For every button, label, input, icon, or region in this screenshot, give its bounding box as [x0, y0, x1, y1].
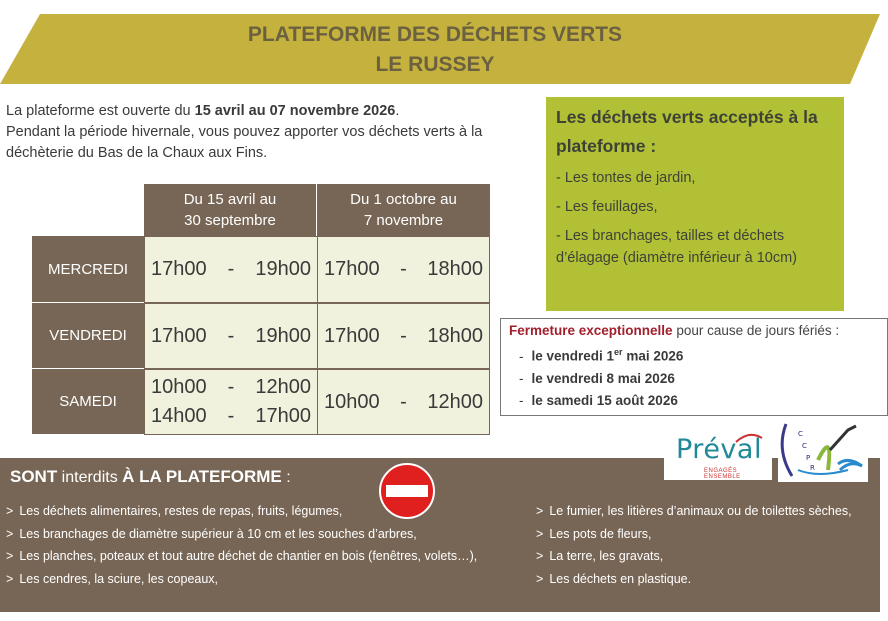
preval-swoosh-icon — [734, 432, 764, 444]
time-cell — [144, 303, 318, 369]
time-range — [145, 373, 317, 402]
intro-dates: 15 avril au 07 novembre 2026 — [194, 103, 396, 119]
time-start: 17h00 — [151, 258, 207, 280]
day-label-vendredi: VENDREDI — [32, 303, 144, 369]
header-1-line-1: Du 15 avril au — [183, 191, 277, 208]
time-cell — [317, 369, 490, 435]
closing-label: Fermeture exceptionnelle — [509, 323, 673, 338]
accepted-waste-box — [546, 97, 844, 311]
time-start: 17h00 — [151, 324, 207, 347]
forbidden-title-end: : — [281, 469, 291, 486]
closing-item: - le vendredi 1er mai 2026 — [519, 347, 684, 364]
closing-item-sup: er — [614, 347, 623, 357]
time-start: 10h00 — [151, 376, 207, 398]
title-banner — [0, 14, 888, 84]
svg-text:R: R — [810, 464, 815, 472]
forbidden-title-mid: interdits — [57, 469, 123, 486]
exceptional-closing-box — [500, 318, 888, 416]
forbidden-item: > Les pots de fleurs, — [536, 526, 652, 541]
forbidden-item-text: Le fumier, les litières d’animaux ou de toilettes sèches, — [549, 504, 852, 518]
closing-list — [509, 341, 879, 412]
time-separator: - — [400, 258, 407, 280]
time-start: 17h00 — [324, 324, 380, 347]
svg-text:P: P — [806, 454, 811, 462]
time-separator: - — [227, 376, 235, 398]
closing-item-text: le samedi 15 août 2026 — [531, 392, 678, 408]
time-range — [318, 322, 489, 351]
forbidden-item: > Les branchages de diamètre supérieur à 10 cm et les souches d’arbres, — [6, 526, 417, 541]
preval-logo-text: Préval — [676, 434, 762, 465]
forbidden-item: > Les cendres, la sciure, les copeaux, — [6, 572, 219, 587]
intro-prefix: La plateforme est ouverte du — [6, 103, 195, 119]
forbidden-waste-box — [0, 458, 880, 612]
time-end: 17h00 — [255, 405, 311, 427]
intro-line-3: déchèterie du Bas de la Chaux aux Fins. — [6, 145, 268, 161]
header-2-line-1: Du 1 octobre au — [350, 191, 457, 208]
svg-text:C: C — [798, 430, 803, 438]
title-line-2: LE RUSSEY — [375, 53, 495, 76]
accepted-item: - Les feuillages, — [556, 199, 658, 215]
time-range — [145, 322, 317, 351]
forbidden-item-text: Les pots de fleurs, — [549, 526, 652, 541]
intro-suffix: . — [395, 103, 400, 119]
time-end: 19h00 — [255, 258, 311, 280]
svg-text:C: C — [802, 442, 807, 450]
preval-logo — [664, 428, 772, 480]
accepted-item: - Les tontes de jardin, — [556, 170, 696, 186]
forbidden-title — [10, 467, 291, 487]
forbidden-title-sont: SONT — [10, 467, 58, 486]
time-separator: - — [400, 390, 407, 413]
accepted-heading-line-2: plateforme : — [556, 136, 657, 156]
preval-logo-subtitle: ENGAGÉS ENSEMBLE — [704, 468, 741, 480]
accepted-item: - Les branchages, tailles et déchets d’élagage (diamètre inférieur à 10cm) — [556, 228, 797, 266]
time-end: 12h00 — [255, 376, 311, 398]
closing-item: - le samedi 15 août 2026 — [519, 392, 678, 408]
intro-line-2: Pendant la période hivernale, vous pouvez apporter vos déchets verts à la — [6, 124, 483, 140]
page-title — [0, 20, 870, 80]
forbidden-title-place: À LA PLATEFORME — [122, 467, 282, 486]
time-start: 17h00 — [324, 258, 380, 280]
time-cell — [144, 369, 318, 435]
community-logo-icon — [778, 420, 868, 482]
forbidden-list-left — [6, 500, 477, 591]
forbidden-item-text: La terre, les gravats, — [549, 549, 664, 564]
forbidden-item-text: Les déchets en plastique. — [549, 572, 692, 587]
time-range — [318, 255, 489, 284]
forbidden-list-right — [536, 500, 852, 591]
time-start: 10h00 — [324, 390, 380, 413]
closing-label-rest: pour cause de jours fériés : — [672, 323, 840, 338]
forbidden-item-text: Les planches, poteaux et tout autre déchet de chantier en bois (fenêtres, volets…), — [19, 549, 478, 564]
column-header-period-1 — [144, 184, 317, 236]
time-separator: - — [227, 405, 235, 427]
time-range — [145, 255, 317, 284]
time-range — [318, 388, 489, 417]
time-separator: - — [400, 324, 407, 347]
header-2-line-2: 7 novembre — [363, 212, 444, 229]
time-cell — [144, 236, 318, 303]
closing-item-text: le vendredi 1 — [531, 348, 615, 364]
time-separator: - — [227, 258, 235, 280]
title-line-1: PLATEFORME DES DÉCHETS VERTS — [247, 23, 623, 46]
forbidden-item: > Le fumier, les litières d’animaux ou de toilettes sèches, — [536, 504, 852, 518]
column-header-period-2 — [317, 184, 490, 236]
accepted-list — [556, 167, 834, 269]
forbidden-item: > Les planches, poteaux et tout autre déchet de chantier en bois (fenêtres, volets…), — [6, 549, 478, 564]
forbidden-item: > Les déchets alimentaires, restes de repas, fruits, légumes, — [6, 504, 343, 518]
time-end: 18h00 — [427, 324, 483, 347]
time-start: 14h00 — [151, 405, 207, 427]
forbidden-item-text: Les branchages de diamètre supérieur à 10 cm et les souches d’arbres, — [19, 526, 417, 541]
closing-item: - le vendredi 8 mai 2026 — [519, 370, 675, 386]
day-label-samedi: SAMEDI — [32, 369, 144, 435]
closing-item-text-end: mai 2026 — [622, 348, 684, 364]
forbidden-item: > La terre, les gravats, — [536, 549, 664, 564]
time-cell — [317, 303, 490, 369]
time-range — [145, 402, 317, 431]
forbidden-item-text: Les cendres, la sciure, les copeaux, — [19, 572, 219, 587]
time-end: 18h00 — [427, 258, 483, 280]
time-end: 12h00 — [427, 390, 483, 413]
forbidden-item: > Les déchets en plastique. — [536, 572, 692, 587]
time-separator: - — [227, 324, 235, 347]
intro-text — [6, 101, 536, 164]
forbidden-item-text: Les déchets alimentaires, restes de repas, fruits, légumes, — [19, 504, 343, 518]
day-label-mercredi: MERCREDI — [32, 236, 144, 303]
accepted-heading — [556, 103, 834, 161]
header-1-line-2: 30 septembre — [184, 212, 276, 229]
accepted-heading-line-1: Les déchets verts acceptés à la — [556, 107, 818, 127]
time-end: 19h00 — [255, 324, 311, 347]
closing-item-text: le vendredi 8 mai 2026 — [531, 370, 675, 386]
time-cell — [317, 236, 490, 303]
